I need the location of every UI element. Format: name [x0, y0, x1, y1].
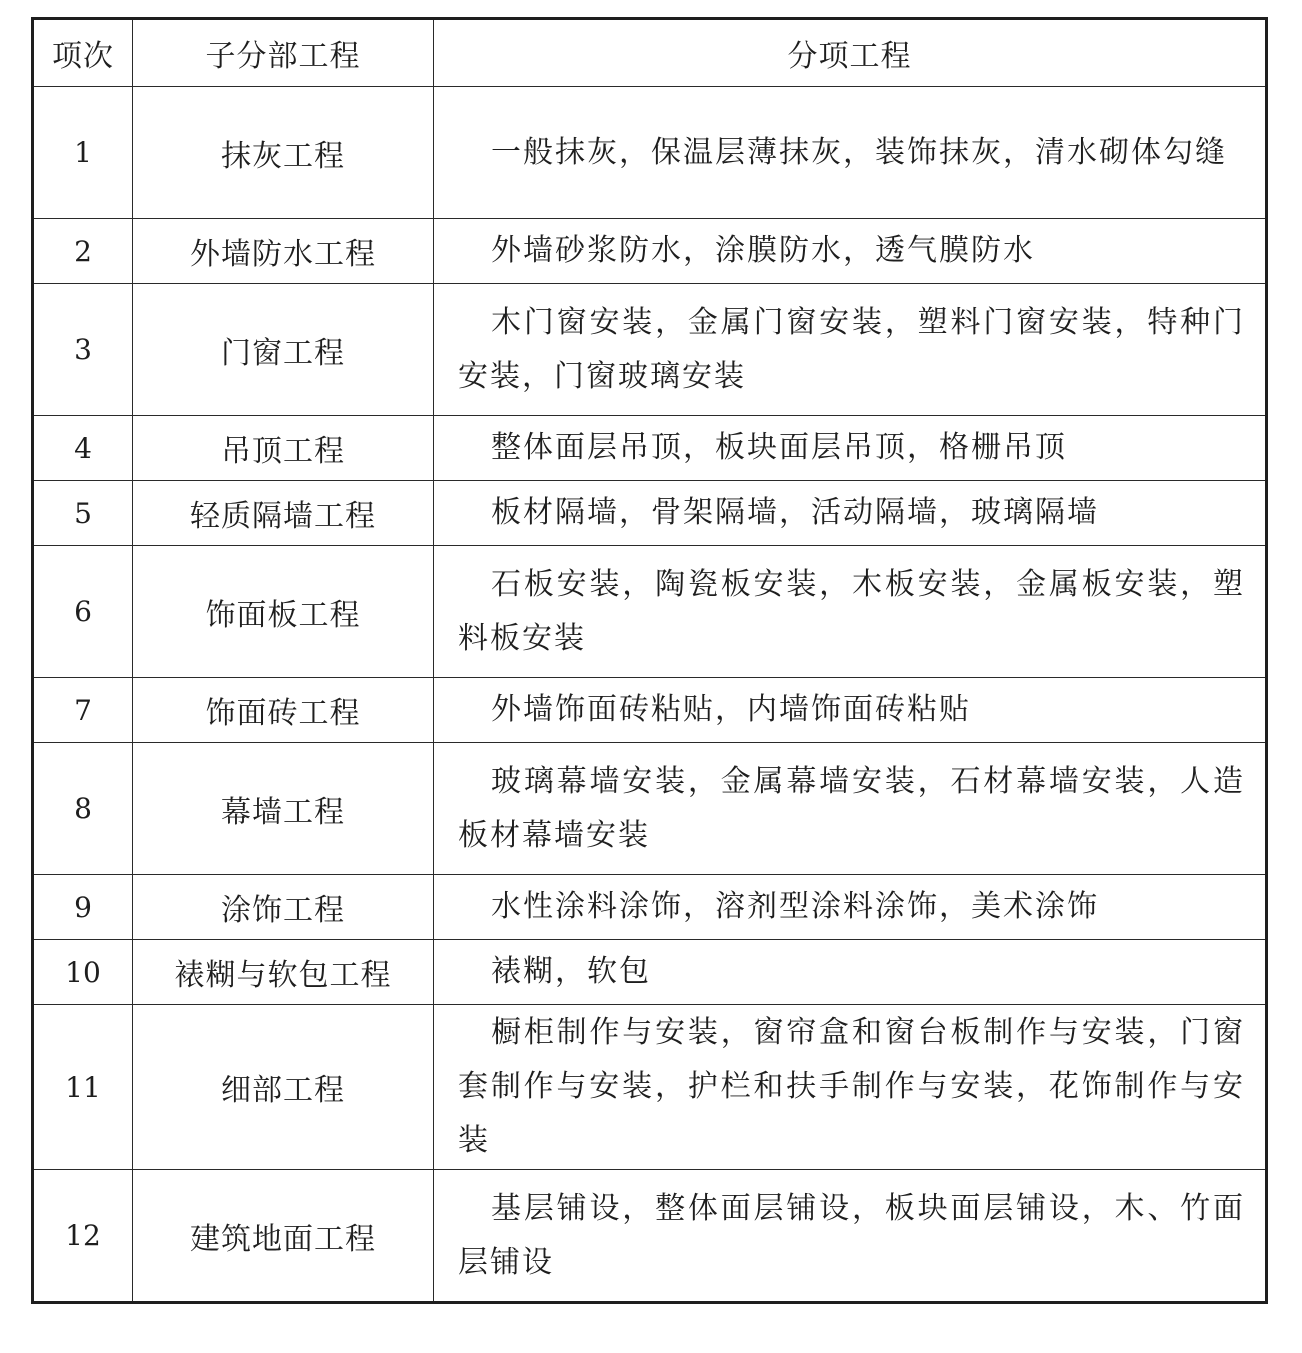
row-items: 基层铺设，整体面层铺设，板块面层铺设，木、竹面层铺设	[434, 1170, 1267, 1303]
table-header-row	[33, 19, 1267, 87]
table-row	[33, 546, 1267, 678]
row-number: 12	[33, 1170, 133, 1303]
row-number: 11	[33, 1005, 133, 1170]
row-number: 3	[33, 284, 133, 416]
row-number: 1	[33, 87, 133, 219]
row-number: 2	[33, 219, 133, 284]
row-number: 5	[33, 481, 133, 546]
row-items: 水性涂料涂饰，溶剂型涂料涂饰，美术涂饰	[434, 875, 1267, 940]
row-subdivision: 裱糊与软包工程	[133, 940, 434, 1005]
table-row	[33, 416, 1267, 481]
row-number: 9	[33, 875, 133, 940]
row-items: 橱柜制作与安装，窗帘盒和窗台板制作与安装，门窗套制作与安装，护栏和扶手制作与安装，花饰制作与安装	[434, 1005, 1267, 1170]
table-row	[33, 219, 1267, 284]
row-items: 外墙饰面砖粘贴，内墙饰面砖粘贴	[434, 678, 1267, 743]
row-subdivision: 饰面板工程	[133, 546, 434, 678]
table-row	[33, 284, 1267, 416]
row-subdivision: 饰面砖工程	[133, 678, 434, 743]
table-row	[33, 1170, 1267, 1303]
table-row	[33, 87, 1267, 219]
table-row	[33, 875, 1267, 940]
row-number: 7	[33, 678, 133, 743]
row-items: 石板安装，陶瓷板安装，木板安装，金属板安装，塑料板安装	[434, 546, 1267, 678]
subdivision-table-container	[31, 17, 1265, 1304]
row-number: 6	[33, 546, 133, 678]
row-items: 外墙砂浆防水，涂膜防水，透气膜防水	[434, 219, 1267, 284]
row-subdivision: 吊顶工程	[133, 416, 434, 481]
row-number: 8	[33, 743, 133, 875]
table-row	[33, 1005, 1267, 1170]
row-subdivision: 幕墙工程	[133, 743, 434, 875]
row-items: 一般抹灰，保温层薄抹灰，装饰抹灰，清水砌体勾缝	[434, 87, 1267, 219]
subdivision-table	[31, 17, 1268, 1304]
row-subdivision: 抹灰工程	[133, 87, 434, 219]
header-item-number: 项次	[33, 19, 133, 87]
row-subdivision: 涂饰工程	[133, 875, 434, 940]
row-items: 整体面层吊顶，板块面层吊顶，格栅吊顶	[434, 416, 1267, 481]
row-subdivision: 轻质隔墙工程	[133, 481, 434, 546]
row-items: 板材隔墙，骨架隔墙，活动隔墙，玻璃隔墙	[434, 481, 1267, 546]
row-number: 10	[33, 940, 133, 1005]
table-row	[33, 481, 1267, 546]
row-items: 裱糊，软包	[434, 940, 1267, 1005]
table-row	[33, 743, 1267, 875]
row-subdivision: 建筑地面工程	[133, 1170, 434, 1303]
row-subdivision: 外墙防水工程	[133, 219, 434, 284]
table-row	[33, 940, 1267, 1005]
row-items: 木门窗安装，金属门窗安装，塑料门窗安装，特种门安装，门窗玻璃安装	[434, 284, 1267, 416]
row-subdivision: 细部工程	[133, 1005, 434, 1170]
row-number: 4	[33, 416, 133, 481]
row-subdivision: 门窗工程	[133, 284, 434, 416]
header-sub-items: 分项工程	[434, 19, 1267, 87]
table-row	[33, 678, 1267, 743]
row-items: 玻璃幕墙安装，金属幕墙安装，石材幕墙安装，人造板材幕墙安装	[434, 743, 1267, 875]
header-subdivision: 子分部工程	[133, 19, 434, 87]
